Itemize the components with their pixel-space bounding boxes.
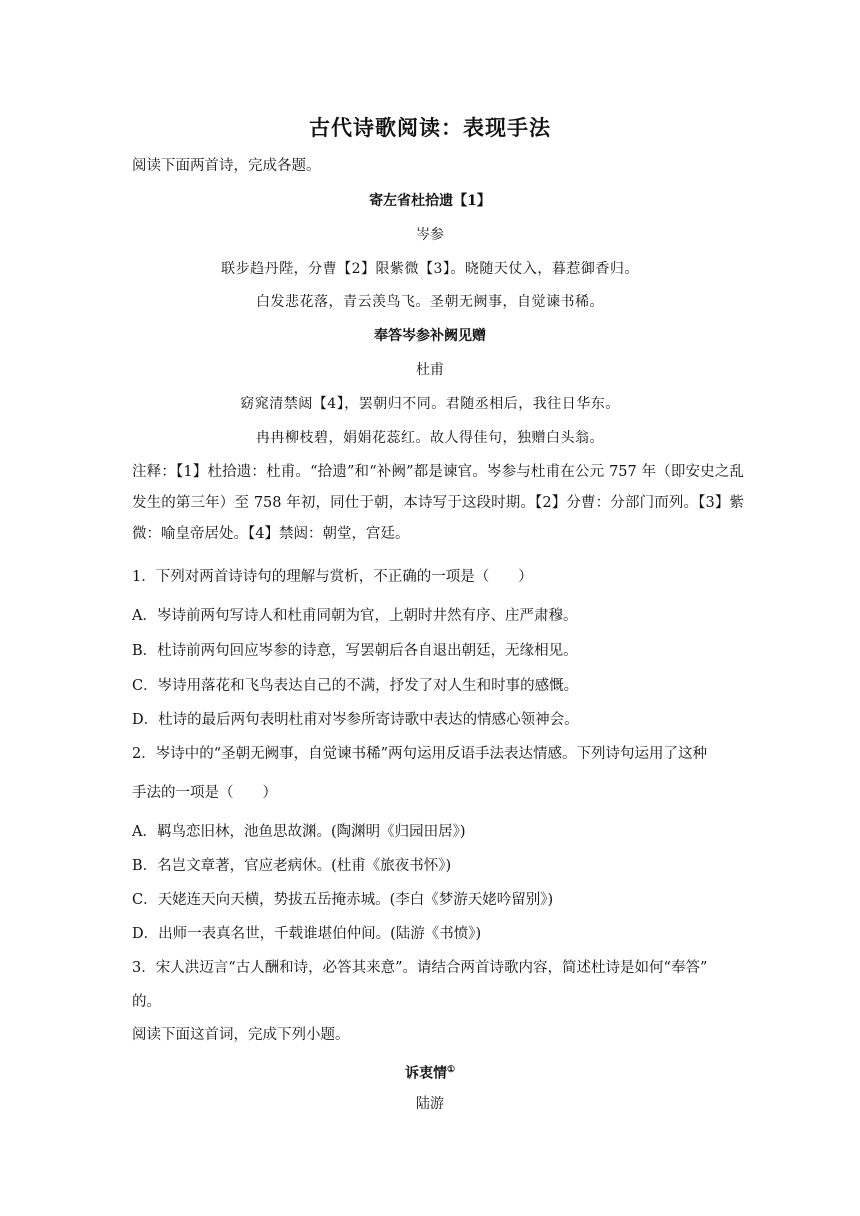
question-1-stem: 1．下列对两首诗诗句的理解与赏析，不正确的一项是（ ） xyxy=(132,569,533,585)
poem1-line-2: 白发悲花落，青云羡鸟飞。圣朝无阙事，自觉谏书稀。 xyxy=(256,294,604,310)
question-2-stem-line-1: 2．岑诗中的“圣朝无阙事，自觉谏书稀”两句运用反语手法表达情感。下列诗句运用了这种 xyxy=(132,746,708,762)
poem1-line-1: 联步趋丹陛，分曹【2】限紫微【3】。晓随天仗入，暮惹御香归。 xyxy=(221,261,639,277)
poem3-author: 陆游 xyxy=(416,1096,444,1112)
poem2-line-1: 窈窕清禁闼【4】，罢朝归不同。君随丞相后，我往日华东。 xyxy=(240,396,620,412)
poem2-line-2: 冉冉柳枝碧，娟娟花蕊红。故人得佳句，独赠白头翁。 xyxy=(256,430,604,446)
q2-option-b: B．名岂文章著，官应老病休。(杜甫《旅夜书怀》) xyxy=(132,858,452,874)
question-3-stem-line-1: 3．宋人洪迈言“古人酬和诗，必答其来意”。请结合两首诗歌内容，简述杜诗是如何“奉答” xyxy=(132,960,708,976)
q2-option-a: A．羁鸟恋旧林，池鱼思故渊。(陶渊明《归园田居》) xyxy=(132,824,466,840)
poem3-title: 诉衷情 xyxy=(404,1065,447,1082)
q1-option-c: C．岑诗用落花和飞鸟表达自己的不满，抒发了对人生和时事的感慨。 xyxy=(132,678,579,694)
annotation-notes: 注释：【1】杜拾遗：杜甫。“拾遗”和“补阙”都是谏官。岑参与杜甫在公元 757 年（即安史之乱发生的第三年）至 758 年初，同仕于朝，本诗写于这段时期。【2】分曹：分部门而列。【3】紫微：喻皇帝居处。【4】禁闼：朝堂，宫廷。 xyxy=(132,464,744,542)
q1-option-a: A．岑诗前两句写诗人和杜甫同朝为官，上朝时井然有序、庄严肃穆。 xyxy=(132,608,578,624)
question-2-stem-line-2: 手法的一项是（ ） xyxy=(132,785,277,801)
poem3-note-mark: ① xyxy=(446,1065,456,1075)
poem3-title-wrap xyxy=(0,1060,860,1084)
intro-text-2: 阅读下面这首词，完成下列小题。 xyxy=(132,1027,350,1043)
q2-option-c: C．天姥连天向天横，势拔五岳掩赤城。(李白《梦游天姥吟留别》) xyxy=(132,892,554,908)
q1-option-d: D．杜诗的最后两句表明杜甫对岑参所寄诗歌中表达的情感心领神会。 xyxy=(132,712,579,728)
q1-option-b: B．杜诗前两句回应岑参的诗意，写罢朝后各自退出朝廷，无缘相见。 xyxy=(132,643,578,659)
page-title: 古代诗歌阅读：表现手法 xyxy=(309,115,551,140)
q2-option-d: D．出师一表真名世，千载谁堪伯仲间。(陆游《书愤》) xyxy=(132,926,482,942)
poem1-title: 寄左省杜拾遗【1】 xyxy=(369,193,491,209)
question-3-stem-line-2: 的。 xyxy=(132,994,161,1010)
poem2-author: 杜甫 xyxy=(416,362,444,378)
poem2-title: 奉答岑参补阙见赠 xyxy=(374,328,486,344)
poem1-author: 岑参 xyxy=(416,227,444,243)
intro-text: 阅读下面两首诗，完成各题。 xyxy=(132,158,321,174)
